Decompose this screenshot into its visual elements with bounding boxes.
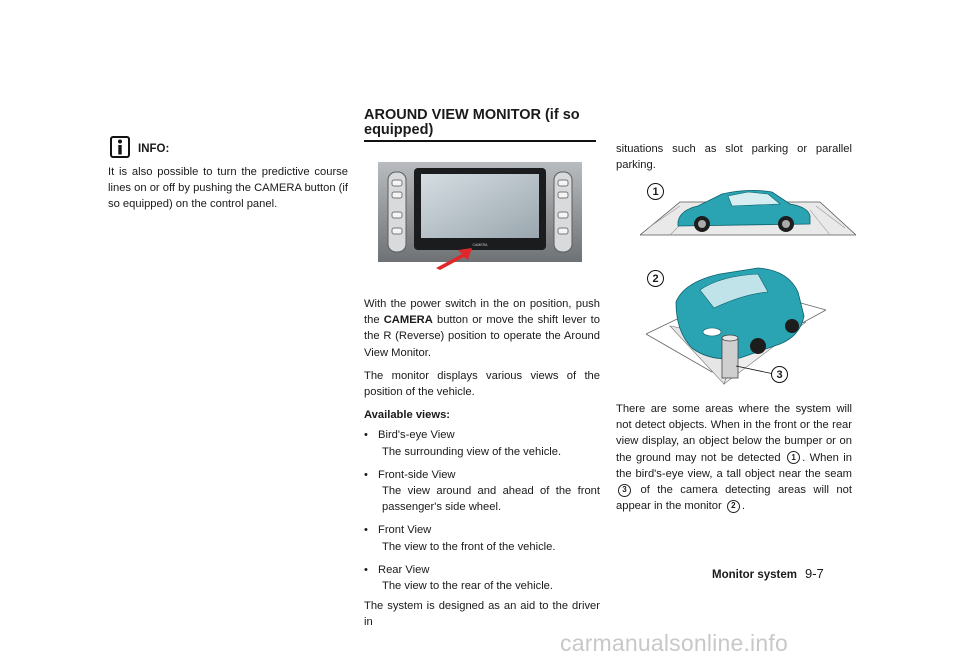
- list-item-desc: The view to the rear of the vehicle.: [382, 580, 554, 593]
- camera-button-label: CAMERA: [472, 243, 488, 247]
- car-side-figure: [640, 180, 856, 236]
- info-heading: [110, 136, 169, 158]
- list-item-desc: The surrounding view of the vehicle.: [382, 445, 562, 458]
- list-item: • Bird's-eye View: [364, 429, 455, 442]
- page-footer: [712, 566, 824, 581]
- ref-callout-3: 3: [618, 484, 631, 497]
- intro-paragraph: With the power switch in the on position, push the CAMERA button or move the shift lever to the R (Reverse) position to operate the Around View Monitor.: [364, 298, 600, 359]
- callout-1: 1: [647, 183, 664, 200]
- list-item: • Rear View: [364, 563, 430, 576]
- info-label: INFO:: [138, 143, 170, 155]
- monitor-figure: [378, 162, 582, 270]
- car-perspective-figure: [640, 262, 840, 390]
- col3-top-paragraph: situations such as slot parking or parallel parking.: [616, 143, 852, 172]
- list-item-desc: The view to the front of the vehicle.: [382, 540, 556, 553]
- footer-section-label: Monitor system: [712, 569, 797, 581]
- callout-3: 3: [771, 366, 788, 383]
- main-column: [364, 296, 600, 638]
- col3-bottom-paragraph: There are some areas where the system will not detect objects. When in the front or the rear view display, an object below the bumper or on the ground may not be detected 1 . When in the bird's-eye view, a tall object near the seam 3 of the camera detecting areas will not appear in the monitor 2 .: [616, 403, 852, 513]
- ref-callout-1: 1: [787, 451, 800, 464]
- watermark: carmanualsonline.info: [560, 630, 788, 656]
- camera-button-ref: CAMERA: [383, 314, 433, 327]
- callout-2: 2: [647, 270, 664, 287]
- section-title: AROUND VIEW MONITOR (if so equipped): [364, 108, 596, 142]
- list-item: • Front View: [364, 524, 432, 537]
- views-paragraph: The monitor displays various views of the position of the vehicle.: [364, 369, 600, 399]
- closing-text: The system is designed as an aid to the driver in: [364, 600, 600, 629]
- info-paragraph: It is also possible to turn the predictive course lines on or off by pushing the CAMERA button (if so equipped) on the control panel.: [108, 166, 348, 211]
- list-item-desc: The view around and ahead of the front passenger's side wheel.: [382, 485, 600, 514]
- ref-callout-2: 2: [727, 500, 740, 513]
- page-number: 9-7: [805, 566, 824, 581]
- info-icon: [110, 136, 130, 158]
- list-item: • Front-side View: [364, 468, 456, 481]
- views-heading: Available views:: [364, 409, 451, 422]
